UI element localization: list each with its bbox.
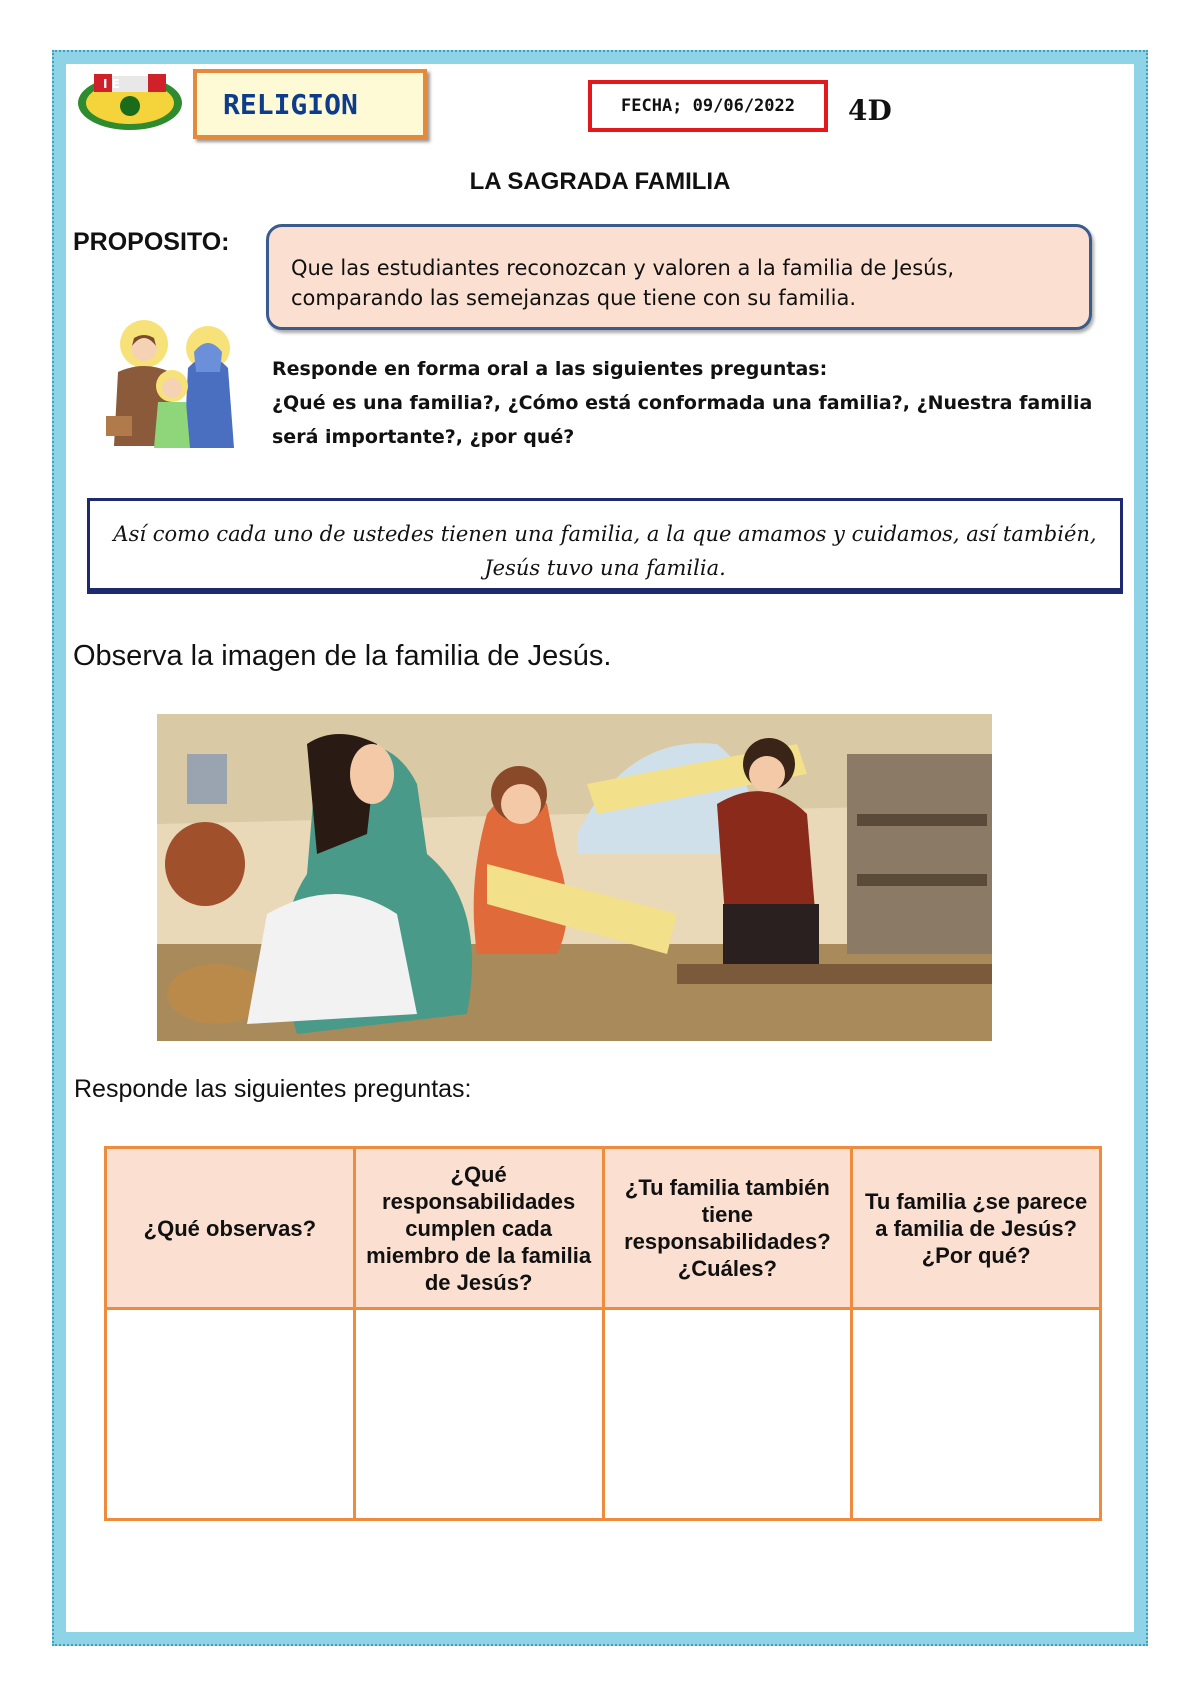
purpose-line-1: Que las estudiantes reconozcan y valoren a la familia de Jesús, [291, 256, 955, 280]
date-label: FECHA; 09/06/2022 [621, 96, 795, 116]
oral-questions [272, 352, 1122, 454]
note-line-1: Así como cada uno de ustedes tienen una familia, a la que amamos y cuidamos, así también, [113, 522, 1097, 546]
table-answer-row [106, 1309, 1101, 1520]
oral-questions-line-2: ¿Qué es una familia?, ¿Cómo está conformada una familia?, ¿Nuestra familia [272, 392, 1093, 414]
date-box [588, 80, 828, 132]
grade-label: 4D [848, 94, 892, 127]
logo-text: I E [103, 77, 120, 91]
table-header-row [106, 1148, 1101, 1309]
table-header-observe: ¿Qué observas? [106, 1148, 355, 1309]
observe-instruction: Observa la imagen de la familia de Jesús. [73, 640, 612, 672]
table-header-responsibilities: ¿Qué responsabilidades cumplen cada miembro de la familia de Jesús? [354, 1148, 603, 1309]
subject-box [193, 69, 427, 139]
school-logo [76, 70, 184, 132]
answer-cell-4[interactable] [852, 1309, 1101, 1520]
oral-questions-intro: Responde en forma oral a las siguientes preguntas: [272, 358, 828, 380]
page-title: LA SAGRADA FAMILIA [469, 168, 731, 195]
holy-family-illustration [96, 316, 246, 456]
oral-questions-line-3: será importante?, ¿por qué? [272, 426, 575, 448]
questions-table [104, 1146, 1102, 1521]
respond-instruction: Responde las siguientes preguntas: [74, 1075, 472, 1103]
purpose-box [266, 224, 1092, 330]
answer-cell-3[interactable] [603, 1309, 852, 1520]
table-header-your-family: ¿Tu familia también tiene responsabilidades? ¿Cuáles? [603, 1148, 852, 1309]
table-header-comparison: Tu familia ¿se parece a familia de Jesús? ¿Por qué? [852, 1148, 1101, 1309]
answer-cell-2[interactable] [354, 1309, 603, 1520]
subject-label: RELIGION [223, 87, 358, 121]
holy-family-workshop-illustration [157, 714, 992, 1041]
purpose-line-2: comparando las semejanzas que tiene con su familia. [291, 286, 856, 310]
note-box [87, 498, 1123, 594]
answer-cell-1[interactable] [106, 1309, 355, 1520]
purpose-label: PROPOSITO: [73, 228, 230, 256]
note-line-2: Jesús tuvo una familia. [484, 556, 726, 580]
